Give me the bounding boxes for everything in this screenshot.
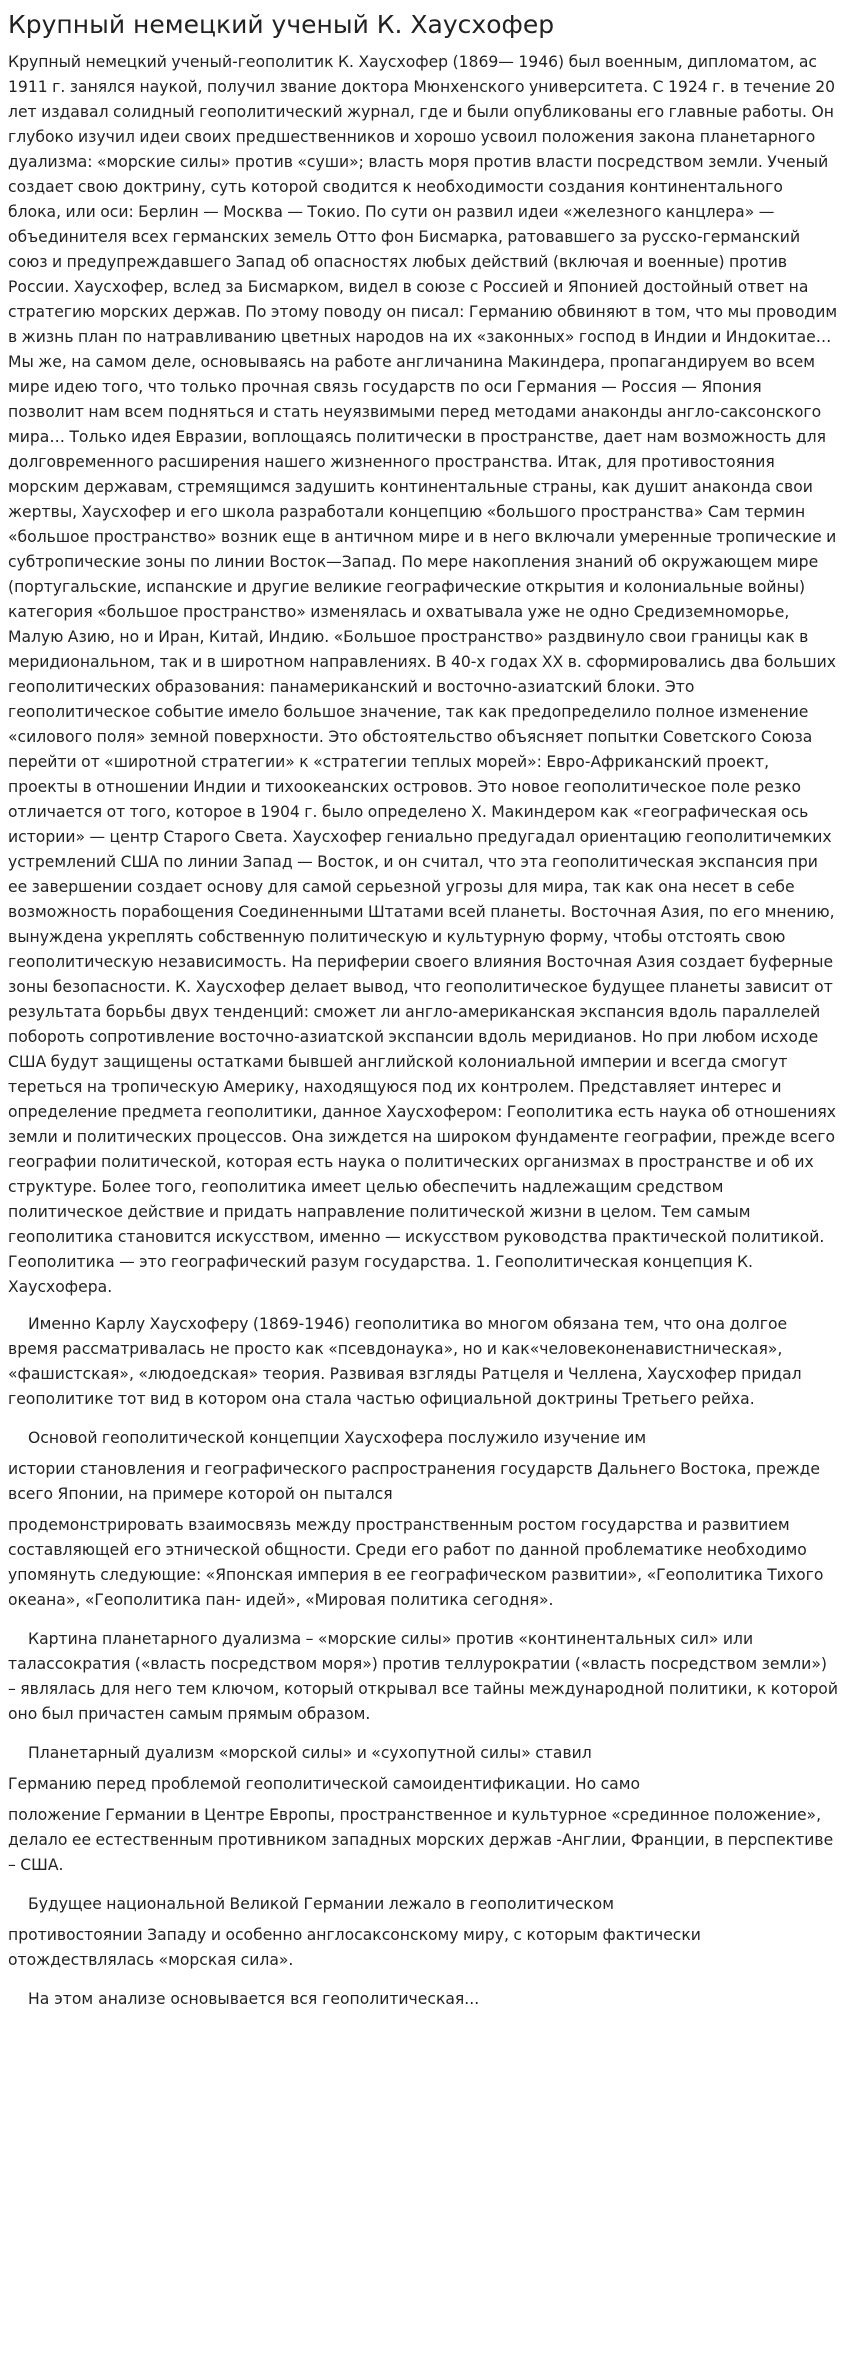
paragraph-haushofer-reputation: Именно Карлу Хаусхоферу (1869-1946) геополитика во многом обязана тем, что она долгое время рассматривалась не просто как «псевдонаука», но и как«человеконенавистническая», «фашистская», «людоедская» теория. Развивая взгляды Ратцеля и Челлена, Хаусхофер придал геополитике тот вид в котором она стала частью официальной доктрины Третьего рейха. xyxy=(8,1315,802,1408)
paragraph-analysis: На этом анализе основывается вся геополитическая... xyxy=(28,1990,480,2008)
paragraph-future-start: Будущее национальной Великой Германии лежало в геополитическом xyxy=(28,1895,614,1913)
paragraph-intro: Крупный немецкий ученый-геополитик К. Хаусхофер (1869— 1946) был военным, дипломатом, ас 1911 г. занялся наукой, получил звание доктора Мюнхенского университета. С 1924 г. в течение 20 лет издавал солидный геополитический журнал, где и были опубликованы его главные работы. Он глубоко изучил идеи своих предшественников и хорошо усвоил положения закона планетарного дуализма: «морские силы» против «суши»; власть моря против власти посредством земли. Ученый создает свою доктрину, суть которой сводится к необходимости создания континентального блока, или оси: Берлин — Москва — Токио. По сути он развил идеи «железного канцлера» — объединителя всех германских земель Отто фон Бисмарка, ратовавшего за русско-германский союз и предупреждавшего Запад об опасностях любых действий (включая и военные) против России. Хаусхофер, вслед за Бисмарком, видел в союзе с Россией и Японией достойный ответ на стратегию морских держав. По этому поводу он писал: Германию обвиняют в том, что мы проводим в жизнь план по натравливанию цветных народов на их «законных» господ в Индии и Индокитае… Мы же, на самом деле, основываясь на работе англичанина Макиндера, пропагандируем во всем мире идею того, что только прочная связь государств по оси Германия — Россия — Япония позволит нам всем подняться и стать неуязвимыми перед методами анаконды англо-саксонского мира… Только идея Евразии, воплощаясь политически в пространстве, дает нам возможность для долговременного расширения нашего жизненного пространства. Итак, для противостояния морским державам, стремящимся задушить континентальные страны, как душит анаконда свои жертвы, Хаусхофер и его школа разработали концепцию «большого пространства» Сам термин «большое пространство» возник еще в античном мире и в него включали умеренные тропические и субтропические зоны по линии Восток—Запад. По мере накопления знаний об окружающем мире (португальские, испанские и другие великие географические открытия и колониальные войны) категория «большое пространство» изменялась и охватывала уже не одно Средиземноморье, Малую Азию, но и Иран, Китай, Индию. «Большое пространство» раздвинуло свои границы как в меридиональном, так и в широтном направлениях. В 40-х годах XX в. сформировались два больших геополитических образования: панамериканский и восточно-азиатский блоки. Это геополитическое событие имело большое значение, так как предопределило полное изменение «силового поля» земной поверхности. Это обстоятельство объясняет попытки Советского Союза перейти от «широтной стратегии» к «стратегии теплых морей»: Евро-Африканский проект, проекты в отношении Индии и тихоокеанских островов. Это новое геополитическое поле резко отличается от того, которое в 1904 г. было определено X. Макиндером как «географическая ось истории» — центр Старого Света. Хаусхофер гениально предугадал ориентацию геополитичемких устремлений США по линии Запад — Восток, и он считал, что эта геополитическая экспансия при ее завершении создает основу для самой серьезной угрозы для мира, так как она несет в себе возможность порабощения Соединенными Штатами всей планеты. Восточная Азия, по его мнению, вынуждена укреплять собственную политическую и культурную форму, чтобы отстоять свою геополитическую независимость. На периферии своего влияния Восточная Азия создает буферные зоны безопасности. К. Хаусхофер делает вывод, что геополитическое будущее планеты зависит от результата борьбы двух тенденций: сможет ли англо-американская экспансия вдоль параллелей побороть сопротивление восточно-азиатской экспансии вдоль меридианов. Но при любом исходе США будут защищены остатками бывшей английской колониальной империи и всегда смогут тереться на тропическую Америку, находящуюся под их контролем. Представляет интерес и определение предмета геополитики, данное Хаусхофером: Геополитика есть наука об отношениях земли и политических процессов. Она зиждется на широком фундаменте географии, прежде всего географии политической, которая есть наука о политических организмах в пространстве и об их структуре. Более того, геополитика имеет целью обеспечить надлежащим средством политическое действие и придать направление политической жизни в целом. Тем самым геополитика становится искусством, именно — искусством руководства практической политикой. Геополитика — это географический разум государства. 1. Геополитическая концепция К. Хаусхофера. xyxy=(8,53,838,1296)
paragraph-basis-works: продемонстрировать взаимосвязь между пространственным ростом государства и развитием составляющей его этнической общности. Среди его работ по данной проблематике необходимо упомянуть следующие: «Японская империя в ее географическом развитии», «Геополитика Тихого океана», «Геополитика пан- идей», «Мировая политика сегодня». xyxy=(8,1516,824,1609)
paragraph-basis-start: Основой геополитической концепции Хаусхофера послужило изучение им xyxy=(28,1429,647,1447)
paragraph-basis-history: истории становления и географического распространения государств Дальнего Востока, прежде всего Японии, на примере которой он пытался xyxy=(8,1460,820,1503)
paragraph-dualism-germany: Германию перед проблемой геополитической самоидентификации. Но само xyxy=(8,1775,641,1793)
paragraph-dualism-start: Планетарный дуализм «морской силы» и «сухопутной силы» ставил xyxy=(28,1744,592,1762)
paragraph-dualism-position: положение Германии в Центре Европы, пространственное и культурное «срединное положение», делало ее естественным противником западных морских держав -Англии, Франции, в перспективе – США. xyxy=(8,1806,834,1874)
page-title: Крупный немецкий ученый К. Хаусхофер xyxy=(8,10,555,39)
paragraph-planetary-dualism: Картина планетарного дуализма – «морские силы» против «континентальных сил» или талассократия («власть посредством моря») против теллурократии («власть посредством земли») – являлась для него тем ключом, который открывал все тайны международной политики, к которой оно был причастен самым прямым образом. xyxy=(8,1630,838,1723)
paragraph-future-opposition: противостоянии Западу и особенно англосаксонскому миру, с которым фактически отождествлялась «морская сила». xyxy=(8,1926,701,1969)
